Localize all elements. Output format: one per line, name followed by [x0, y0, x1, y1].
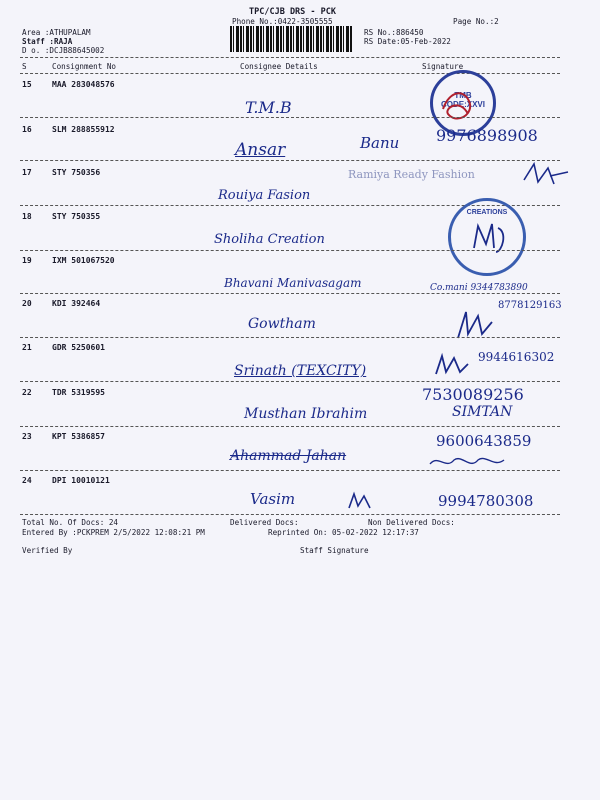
barcode: [230, 26, 352, 52]
col-sno: S: [22, 62, 27, 71]
consignee-handwritten: Ahammad Jahan: [230, 448, 347, 464]
divider: [20, 160, 560, 161]
consignee-handwritten-2: Banu: [360, 134, 400, 152]
row-number: 17: [22, 168, 32, 177]
area-label: Area :ATHUPALAM: [22, 28, 91, 37]
row-number: 18: [22, 212, 32, 221]
drs-number: D o. :DCJB88645002: [22, 46, 105, 55]
divider: [20, 293, 560, 294]
staff-signature: Staff Signature: [300, 546, 369, 555]
consignee-handwritten: Ansar: [235, 140, 286, 160]
consignee-handwritten: T.M.B: [245, 98, 292, 117]
signature-mark: [438, 84, 478, 128]
consignment-number: IXM 501067520: [52, 256, 115, 265]
entered-by: Entered By :PCKPREM 2/5/2022 12:08:21 PM: [22, 528, 205, 537]
divider: [20, 337, 560, 338]
phone-handwritten: 7530089256: [422, 385, 524, 404]
signature-mark: [432, 350, 472, 380]
divider: [20, 250, 560, 251]
delivered-docs: Delivered Docs:: [230, 518, 299, 527]
col-consignee: Consignee Details: [240, 62, 318, 71]
consignee-handwritten: Srinath (TEXCITY): [234, 363, 367, 379]
divider: [20, 514, 560, 515]
rs-date: RS Date:05-Feb-2022: [364, 37, 451, 46]
rs-number: RS No.:886450: [364, 28, 424, 37]
signature-mark: [520, 158, 572, 190]
consignment-number: STY 750355: [52, 212, 101, 221]
phone-handwritten: 9944616302: [478, 350, 555, 364]
consignee-handwritten: Bhavani Manivasagam: [224, 276, 362, 290]
phone-number: Phone No.:0422-3505555: [232, 17, 333, 26]
divider: [20, 117, 560, 118]
shop-stamp: Ramiya Ready Fashion: [348, 168, 475, 181]
phone-handwritten: Co.mani 9344783890: [430, 283, 528, 293]
stamp-text: CREATIONS: [466, 209, 508, 216]
signature-mark: [346, 490, 376, 512]
row-number: 19: [22, 256, 32, 265]
row-number: 23: [22, 432, 32, 441]
verified-by: Verified By: [22, 546, 73, 555]
col-signature: Signature: [422, 62, 464, 71]
reprinted-on: Reprinted On: 05-02-2022 12:17:37: [268, 528, 419, 537]
consignment-number: STY 750356: [52, 168, 101, 177]
divider: [20, 57, 560, 58]
row-number: 16: [22, 125, 32, 134]
sign-stamp-name: SIMTAN: [452, 404, 513, 420]
staff-label: Staff :RAJA: [22, 37, 73, 46]
non-delivered-docs: Non Delivered Docs:: [368, 518, 455, 527]
phone-handwritten: 9600643859: [436, 432, 532, 450]
signature-mark: [452, 304, 498, 344]
divider: [20, 381, 560, 382]
row-number: 20: [22, 299, 32, 308]
divider: [20, 426, 560, 427]
total-docs: Total No. Of Docs: 24: [22, 518, 119, 527]
consignment-number: GDR 5250601: [52, 343, 105, 352]
consignment-number: TDR 5319595: [52, 388, 105, 397]
consignment-number: MAA 283048576: [52, 80, 115, 89]
signature-mark: [468, 218, 512, 258]
consignee-handwritten: Gowtham: [248, 316, 316, 332]
consignment-number: SLM 288855912: [52, 125, 115, 134]
document-title: TPC/CJB DRS - PCK: [249, 7, 336, 17]
consignment-number: DPI 10010121: [52, 476, 110, 485]
consignee-handwritten: Sholiha Creation: [214, 232, 325, 247]
page-number: Page No.:2: [453, 17, 499, 26]
row-number: 24: [22, 476, 32, 485]
divider: [20, 470, 560, 471]
consignee-handwritten: Rouiya Fasion: [218, 188, 311, 203]
phone-handwritten: 9994780308: [438, 492, 534, 510]
stamp-text: TMB CODE:XXVI: [440, 91, 485, 109]
col-consignment: Consignment No: [52, 62, 117, 71]
row-number: 21: [22, 343, 32, 352]
consignment-number: KDI 392464: [52, 299, 101, 308]
signature-mark: [428, 452, 508, 472]
consignment-number: KPT 5386857: [52, 432, 105, 441]
consignee-handwritten: Musthan Ibrahim: [244, 406, 368, 422]
consignee-handwritten: Vasim: [250, 490, 296, 508]
phone-handwritten: 9976898908: [436, 126, 538, 145]
row-number: 15: [22, 80, 32, 89]
row-number: 22: [22, 388, 32, 397]
phone-handwritten: 8778129163: [498, 300, 562, 311]
